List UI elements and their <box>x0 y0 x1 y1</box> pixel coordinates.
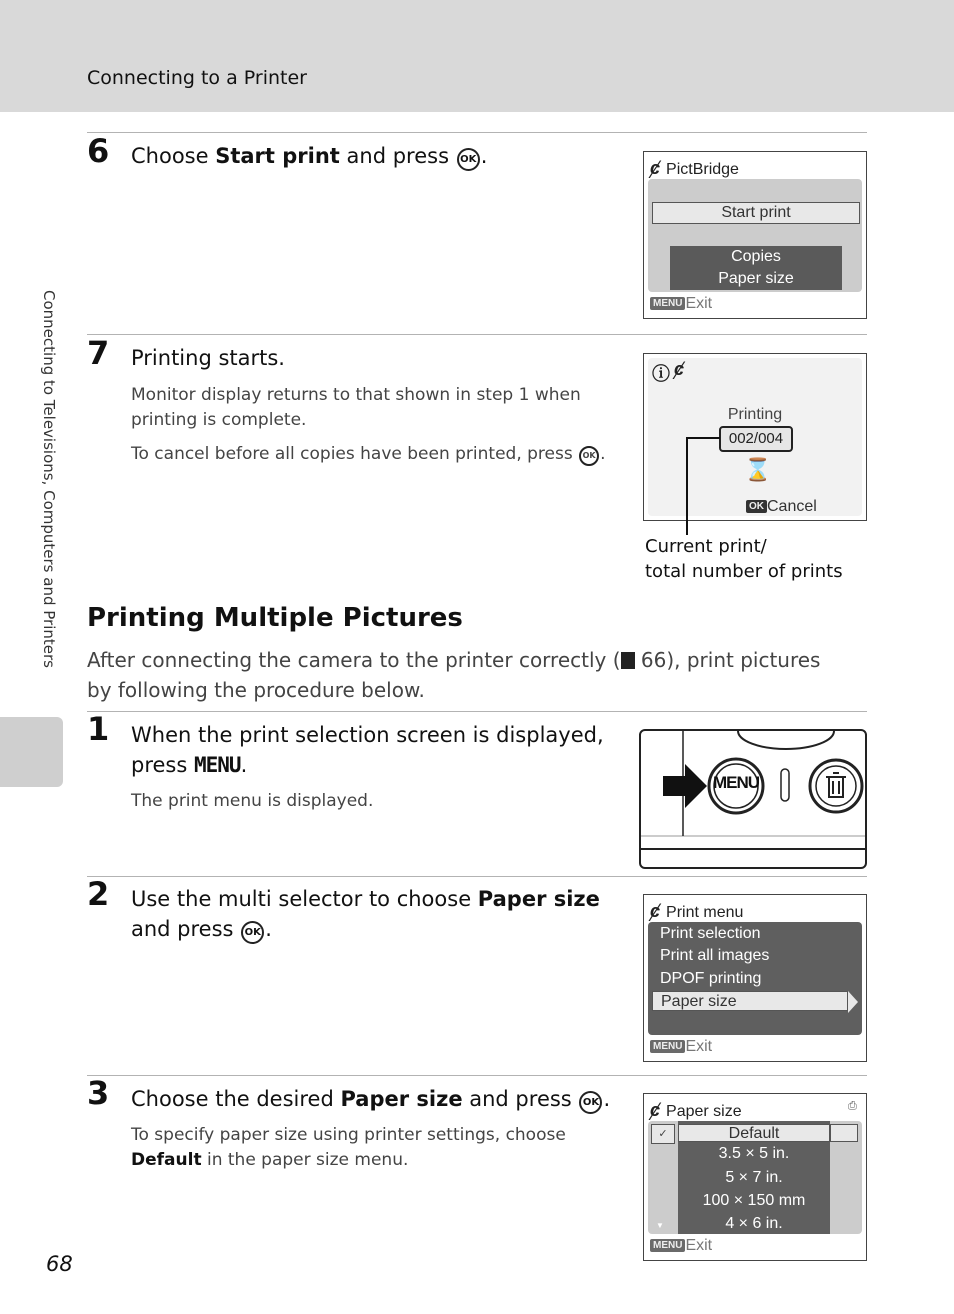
step-instruction: When the print selection screen is displayed, press MENU. <box>131 723 604 777</box>
ok-button-icon: OK <box>457 148 480 171</box>
text-bold: Default <box>131 1150 202 1170</box>
text: and press <box>131 917 234 941</box>
running-header: Connecting to a Printer <box>87 67 307 89</box>
camera-screen-pictbridge <box>643 151 867 319</box>
step-instruction: Choose Start print and press OK . <box>131 141 487 171</box>
callout-line-2: total number of prints <box>645 561 843 582</box>
screen-title <box>650 158 739 179</box>
text: and press <box>462 1087 572 1111</box>
text: Use the multi selector to choose <box>131 887 478 911</box>
menu-highlight: Default <box>678 1124 830 1142</box>
page-number: 68 <box>46 1252 73 1276</box>
divider <box>87 334 867 335</box>
exit-text: Exit <box>685 295 713 312</box>
camera-screen-print-menu <box>643 894 867 1062</box>
step-number: 1 <box>87 710 110 748</box>
exit-hint <box>650 295 712 313</box>
menu-item: 100 × 150 mm <box>702 1192 806 1209</box>
menu-options <box>670 246 842 290</box>
menu-button-glyph: MENU <box>193 753 241 777</box>
ok-button-icon: OK <box>579 1091 602 1114</box>
menu-item: 5 × 7 in. <box>725 1169 783 1186</box>
menu-item: Print selection <box>660 925 761 942</box>
header-band <box>0 0 954 112</box>
paper-size-list <box>678 1121 830 1234</box>
step-note: Monitor display returns to that shown in step 1 when printing is complete. <box>131 385 581 430</box>
menu-highlight: Start print <box>652 202 860 224</box>
highlight-end <box>830 1124 858 1142</box>
screen-panel <box>648 1121 862 1234</box>
step-number: 2 <box>87 875 110 913</box>
step-number: 6 <box>87 132 110 170</box>
step-number: 7 <box>87 334 110 372</box>
text: To cancel before all copies have been printed, press <box>131 444 573 464</box>
hourglass-icon: ⌛ <box>744 457 772 482</box>
screen-panel <box>648 179 862 292</box>
screen-title <box>650 1100 742 1121</box>
arrow-right-icon <box>848 991 858 1013</box>
menu-key-icon: MENU <box>650 1040 685 1053</box>
text-bold: Start print <box>215 144 340 168</box>
divider <box>87 132 867 133</box>
pictbridge-icon: ȼ <box>650 901 661 921</box>
exit-hint <box>650 1038 712 1056</box>
divider <box>87 876 867 877</box>
step-note: To cancel before all copies have been printed, press OK . <box>131 444 606 464</box>
print-counter: 002/004 <box>719 426 793 452</box>
menu-item: DPOF printing <box>660 970 762 987</box>
ok-button-icon: OK <box>241 921 264 944</box>
text: 66), print pictures by following the procedure below. <box>87 648 821 702</box>
pictbridge-icon: ȼ <box>650 158 661 178</box>
callout-line <box>686 437 688 535</box>
screen-title <box>650 901 743 922</box>
menu-item: 3.5 × 5 in. <box>718 1145 790 1162</box>
exit-text: Exit <box>685 1038 713 1055</box>
menu-item: Copies <box>731 248 781 265</box>
menu-key-icon: MENU <box>650 297 685 310</box>
text: Choose <box>131 144 216 168</box>
cancel-text: Cancel <box>767 498 817 515</box>
text: in the paper size menu. <box>201 1150 409 1170</box>
menu-highlight: Paper size <box>652 991 848 1011</box>
menu-button-label: MENU <box>713 773 760 792</box>
screen-panel <box>648 922 862 1035</box>
menu-item: 4 × 6 in. <box>725 1215 783 1232</box>
step-instruction: Printing starts. <box>131 346 285 370</box>
camera-body-svg <box>641 731 865 867</box>
ok-button-icon: OK <box>579 446 599 466</box>
text: When the print selection screen is displayed, press <box>131 723 604 777</box>
text: After connecting the camera to the printer correctly ( <box>87 648 621 672</box>
text: and press <box>339 144 450 168</box>
ok-key-icon: OK <box>746 500 767 513</box>
step-number: 3 <box>87 1074 110 1112</box>
text-bold: Paper size <box>340 1087 463 1111</box>
callout-label <box>645 534 843 584</box>
callout-line <box>686 437 720 439</box>
cancel-hint <box>746 498 817 516</box>
printer-icon: ⎙ <box>848 1100 857 1112</box>
text: Choose the desired <box>131 1087 341 1111</box>
text-bold: Paper size <box>477 887 600 911</box>
section-title: Printing Multiple Pictures <box>87 603 463 633</box>
camera-illustration <box>639 729 867 869</box>
menu-item: Print all images <box>660 947 770 964</box>
step-note: The print menu is displayed. <box>131 791 374 811</box>
side-tab <box>0 717 63 787</box>
divider <box>87 711 867 712</box>
warning-icon: ⓘ <box>652 364 670 384</box>
divider <box>87 1075 867 1076</box>
section-intro <box>87 645 847 705</box>
menu-key-icon: MENU <box>650 1239 685 1252</box>
text: To specify paper size using printer settings, choose <box>131 1125 566 1145</box>
exit-hint <box>650 1237 712 1255</box>
scroll-down-icon: ▼ <box>656 1221 664 1230</box>
printing-status: Printing <box>727 406 783 423</box>
exit-text: Exit <box>685 1237 713 1254</box>
callout-line-1: Current print/ <box>645 536 767 557</box>
camera-screen-paper-size <box>643 1093 867 1261</box>
pictbridge-icon: ȼ <box>650 1100 661 1120</box>
screen-title-text: Paper size <box>666 1103 742 1120</box>
screen-title-text: PictBridge <box>666 161 739 178</box>
camera-screen-printing <box>643 353 867 521</box>
side-tab-label: Connecting to Televisions, Computers and Printers <box>40 290 58 668</box>
menu-item: Paper size <box>718 270 794 287</box>
step-instruction: Use the multi selector to choose Paper size and press OK . <box>131 884 611 944</box>
step-note <box>131 1123 591 1173</box>
page-reference-icon <box>621 652 635 669</box>
check-icon: ✓ <box>651 1124 675 1144</box>
screen-title-text: Print menu <box>666 904 744 921</box>
pictbridge-icon: ȼ <box>674 359 685 379</box>
step-instruction: Choose the desired Paper size and press OK . <box>131 1084 621 1114</box>
